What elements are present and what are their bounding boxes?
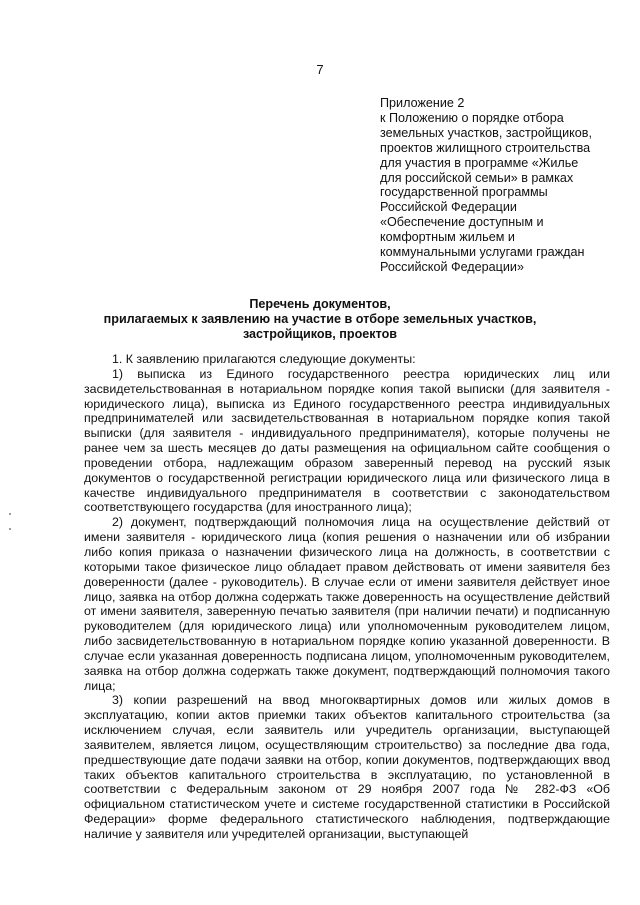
title-line: прилагаемых к заявлению на участие в отборе земельных участков, [103, 312, 537, 326]
appendix-line: Российской Федерации [380, 200, 517, 215]
appendix-line: для российской семьи» в рамках [380, 170, 574, 185]
appendix-line: коммунальными услугами граждан [380, 245, 585, 260]
appendix-line: комфортным жильем и [380, 230, 515, 245]
scan-mark [9, 513, 11, 515]
appendix-line: государственной программы [380, 185, 548, 200]
appendix-line: проектов жилищного строительства [380, 140, 591, 155]
appendix-line: Приложение 2 [380, 96, 465, 110]
appendix-line: к Положению о порядке отбора [380, 110, 564, 125]
appendix-line: для участия в программе «Жилье [380, 155, 579, 170]
document-body [84, 352, 610, 842]
paragraph-item-2: 2) документ, подтверждающий полномочия лица на осуществление действий от имени заявителя - юридического лица (копия решения о назначении или об избрании либо копия приказа о назначении физического лица на должность, в соответствии с которыми такое физическое лицо обладает правом действовать от имени заявителя без доверенности (далее - руководитель). В случае если от имени заявителя действует иное лицо, заявка на отбор должна содержать также доверенность на осуществление действий от имени заявителя, заверенную печатью заявителя (при наличии печати) и подписанную руководителем (для юридического лица) или уполномоченным руководителем лицом, либо засвидетельствованную в нотариальном порядке копию указанной доверенности. В случае если указанная доверенность подписана лицом, уполномоченным руководителем, заявка на отбор должна содержать также документ, подтверждающий полномочия такого лица; [84, 515, 610, 693]
scan-mark [9, 528, 11, 530]
appendix-line: земельных участков, застройщиков, [380, 125, 592, 140]
paragraph-item-1: 1) выписка из Единого государственного реестра юридических лиц или засвидетельствованная в нотариальном порядке копия такой выписки (для заявителя - юридического лица), выписка из Единого государственного реестра индивидуальных предпринимателей или засвидетельствованная в нотариальном порядке копия такой выписки (для заявителя - индивидуального предпринимателя), которые получены не ранее чем за шесть месяцев до даты размещения на официальном сайте сообщения о проведении отбора, надлежащим образом заверенный перевод на русский язык документов о государственной регистрации юридического лица или физического лица в качестве индивидуального предпринимателя в соответствии с законодательством соответствующего государства (для иностранного лица); [84, 366, 610, 515]
paragraph-intro: 1. К заявлению прилагаются следующие документы: [112, 352, 416, 366]
paragraph-item-3: 3) копии разрешений на ввод многоквартирных домов или жилых домов в эксплуатацию, копии актов приемки таких объектов капитального строительства (за исключением случая, если заявитель или учредитель организации, выступающей заявителем, является лицом, осуществляющим строительство) за последние два года, предшествующие дате подачи заявки на отбор, копии документов, подтверждающих ввод таких объектов капитального строительства в эксплуатацию, по установленной в соответствии с Федеральным законом от 29 ноября 2007 года № 282-ФЗ «Об официальном статистическом учете и системе государственной статистики в Российской Федерации» форме федерального статистического наблюдения, подтверждающие наличие у заявителя или учредителей организации, выступающей [84, 693, 610, 841]
appendix-header [380, 96, 612, 275]
appendix-line: Российской Федерации» [380, 259, 524, 274]
document-title [0, 297, 640, 342]
title-line: Перечень документов, [249, 297, 391, 311]
appendix-line: «Обеспечение доступным и [380, 215, 544, 230]
page-number: 7 [316, 62, 324, 77]
title-line: застройщиков, проектов [242, 327, 398, 341]
